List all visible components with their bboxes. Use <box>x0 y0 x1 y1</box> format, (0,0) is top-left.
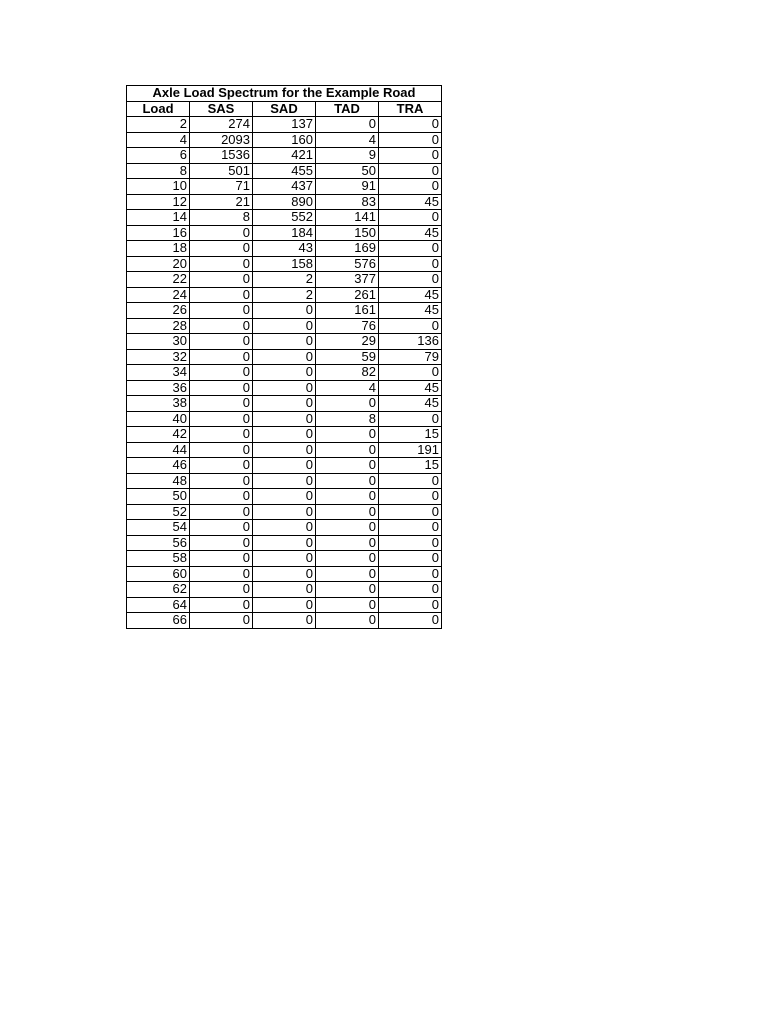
table-cell: 50 <box>316 163 379 179</box>
table-row <box>127 349 442 365</box>
table-cell: 150 <box>316 225 379 241</box>
table-cell: 0 <box>253 535 316 551</box>
table-cell: 0 <box>379 504 442 520</box>
table-row <box>127 442 442 458</box>
table-cell: 48 <box>127 473 190 489</box>
table-cell: 4 <box>316 132 379 148</box>
table-cell: 0 <box>190 365 253 381</box>
table-cell: 0 <box>190 566 253 582</box>
table-cell: 0 <box>253 380 316 396</box>
table-cell: 6 <box>127 148 190 164</box>
table-cell: 455 <box>253 163 316 179</box>
table-cell: 58 <box>127 551 190 567</box>
table-cell: 15 <box>379 458 442 474</box>
table-cell: 0 <box>190 504 253 520</box>
table-cell: 0 <box>190 318 253 334</box>
table-cell: 91 <box>316 179 379 195</box>
table-row <box>127 411 442 427</box>
table-row <box>127 427 442 443</box>
table-cell: 18 <box>127 241 190 257</box>
table-cell: 0 <box>379 318 442 334</box>
table-cell: 552 <box>253 210 316 226</box>
table-cell: 0 <box>379 132 442 148</box>
table-row <box>127 551 442 567</box>
table-row <box>127 272 442 288</box>
table-cell: 0 <box>379 473 442 489</box>
table-cell: 0 <box>253 318 316 334</box>
table-cell: 42 <box>127 427 190 443</box>
table-cell: 158 <box>253 256 316 272</box>
table-cell: 0 <box>190 411 253 427</box>
table-cell: 0 <box>190 396 253 412</box>
table-cell: 0 <box>253 551 316 567</box>
table-cell: 0 <box>190 551 253 567</box>
table-cell: 0 <box>190 303 253 319</box>
table-row <box>127 117 442 133</box>
table-cell: 0 <box>379 566 442 582</box>
table-cell: 71 <box>190 179 253 195</box>
table-row <box>127 132 442 148</box>
table-row <box>127 597 442 613</box>
table-row <box>127 303 442 319</box>
table-cell: 0 <box>190 349 253 365</box>
table-cell: 0 <box>316 396 379 412</box>
table-cell: 0 <box>190 458 253 474</box>
table-cell: 576 <box>316 256 379 272</box>
table-cell: 0 <box>316 504 379 520</box>
table-cell: 0 <box>379 520 442 536</box>
table-row <box>127 179 442 195</box>
table-cell: 0 <box>379 241 442 257</box>
table-cell: 501 <box>190 163 253 179</box>
table-cell: 0 <box>379 163 442 179</box>
table-row <box>127 566 442 582</box>
table-cell: 0 <box>253 582 316 598</box>
column-header-sas: SAS <box>190 101 253 117</box>
table-cell: 8 <box>316 411 379 427</box>
table-cell: 21 <box>190 194 253 210</box>
table-cell: 59 <box>316 349 379 365</box>
table-cell: 0 <box>379 210 442 226</box>
table-cell: 0 <box>253 427 316 443</box>
table-row <box>127 473 442 489</box>
table-cell: 2093 <box>190 132 253 148</box>
table-row <box>127 582 442 598</box>
table-cell: 0 <box>379 411 442 427</box>
table-cell: 0 <box>190 334 253 350</box>
table-cell: 66 <box>127 613 190 629</box>
table-cell: 141 <box>316 210 379 226</box>
table-cell: 2 <box>253 272 316 288</box>
table-title-row <box>127 86 442 102</box>
table-cell: 0 <box>253 520 316 536</box>
table-cell: 0 <box>316 473 379 489</box>
table-row <box>127 458 442 474</box>
table-cell: 0 <box>379 551 442 567</box>
table-row <box>127 318 442 334</box>
table-cell: 46 <box>127 458 190 474</box>
table-cell: 421 <box>253 148 316 164</box>
table-cell: 0 <box>253 504 316 520</box>
table-cell: 82 <box>316 365 379 381</box>
table-cell: 0 <box>379 117 442 133</box>
table-cell: 0 <box>253 613 316 629</box>
table-cell: 45 <box>379 396 442 412</box>
table-row <box>127 520 442 536</box>
table-cell: 274 <box>190 117 253 133</box>
table-cell: 0 <box>316 458 379 474</box>
table-row <box>127 613 442 629</box>
table-title: Axle Load Spectrum for the Example Road <box>127 86 442 102</box>
table-cell: 45 <box>379 225 442 241</box>
table-cell: 34 <box>127 365 190 381</box>
table-cell: 0 <box>190 597 253 613</box>
table-row <box>127 194 442 210</box>
table-cell: 0 <box>253 597 316 613</box>
table-cell: 40 <box>127 411 190 427</box>
table-row <box>127 334 442 350</box>
table-cell: 0 <box>253 411 316 427</box>
table-cell: 20 <box>127 256 190 272</box>
table-cell: 2 <box>253 287 316 303</box>
table-cell: 0 <box>379 179 442 195</box>
table-cell: 9 <box>316 148 379 164</box>
table-cell: 50 <box>127 489 190 505</box>
table-row <box>127 225 442 241</box>
table-cell: 45 <box>379 194 442 210</box>
table-cell: 10 <box>127 179 190 195</box>
table-cell: 0 <box>379 535 442 551</box>
table-row <box>127 241 442 257</box>
table-cell: 62 <box>127 582 190 598</box>
table-cell: 8 <box>127 163 190 179</box>
table-cell: 0 <box>379 489 442 505</box>
table-cell: 16 <box>127 225 190 241</box>
table-cell: 2 <box>127 117 190 133</box>
table-cell: 0 <box>190 582 253 598</box>
table-cell: 0 <box>379 148 442 164</box>
table-cell: 32 <box>127 349 190 365</box>
table-cell: 0 <box>190 380 253 396</box>
table-cell: 0 <box>190 272 253 288</box>
table-cell: 0 <box>190 256 253 272</box>
table-cell: 0 <box>379 582 442 598</box>
table-cell: 0 <box>190 489 253 505</box>
table-cell: 136 <box>379 334 442 350</box>
table-cell: 0 <box>190 427 253 443</box>
table-cell: 0 <box>316 427 379 443</box>
table-cell: 0 <box>190 520 253 536</box>
table-cell: 437 <box>253 179 316 195</box>
table-row <box>127 504 442 520</box>
table-cell: 0 <box>190 473 253 489</box>
table-header-row <box>127 101 442 117</box>
table-body <box>127 117 442 629</box>
table-cell: 0 <box>316 117 379 133</box>
table-cell: 0 <box>316 551 379 567</box>
table-cell: 0 <box>190 225 253 241</box>
table-row <box>127 396 442 412</box>
table-row <box>127 210 442 226</box>
table-cell: 76 <box>316 318 379 334</box>
table-cell: 38 <box>127 396 190 412</box>
table-cell: 0 <box>190 287 253 303</box>
table-cell: 0 <box>253 566 316 582</box>
table-cell: 4 <box>127 132 190 148</box>
table-cell: 29 <box>316 334 379 350</box>
table-cell: 0 <box>253 334 316 350</box>
column-header-load: Load <box>127 101 190 117</box>
table-cell: 56 <box>127 535 190 551</box>
table-cell: 12 <box>127 194 190 210</box>
column-header-tad: TAD <box>316 101 379 117</box>
table-cell: 160 <box>253 132 316 148</box>
table-cell: 0 <box>253 489 316 505</box>
table-cell: 169 <box>316 241 379 257</box>
table-cell: 184 <box>253 225 316 241</box>
table-cell: 44 <box>127 442 190 458</box>
table-cell: 0 <box>190 241 253 257</box>
table-cell: 0 <box>316 520 379 536</box>
table-cell: 22 <box>127 272 190 288</box>
table-cell: 0 <box>316 613 379 629</box>
table-cell: 0 <box>253 442 316 458</box>
table-cell: 0 <box>253 303 316 319</box>
table-row <box>127 380 442 396</box>
table-cell: 0 <box>379 272 442 288</box>
table-cell: 45 <box>379 380 442 396</box>
table-cell: 0 <box>379 256 442 272</box>
table-cell: 137 <box>253 117 316 133</box>
table-cell: 0 <box>253 365 316 381</box>
table-cell: 26 <box>127 303 190 319</box>
table-cell: 24 <box>127 287 190 303</box>
table-row <box>127 489 442 505</box>
table-cell: 0 <box>316 489 379 505</box>
table-cell: 161 <box>316 303 379 319</box>
table-cell: 15 <box>379 427 442 443</box>
table-cell: 83 <box>316 194 379 210</box>
table-row <box>127 535 442 551</box>
table-cell: 0 <box>190 535 253 551</box>
table-cell: 54 <box>127 520 190 536</box>
table-cell: 0 <box>379 613 442 629</box>
table-cell: 30 <box>127 334 190 350</box>
table-cell: 45 <box>379 303 442 319</box>
table-cell: 52 <box>127 504 190 520</box>
table-cell: 43 <box>253 241 316 257</box>
table-cell: 261 <box>316 287 379 303</box>
axle-load-spectrum-table <box>126 85 442 629</box>
table-cell: 28 <box>127 318 190 334</box>
table-cell: 0 <box>316 597 379 613</box>
column-header-sad: SAD <box>253 101 316 117</box>
table-cell: 0 <box>190 442 253 458</box>
table-row <box>127 365 442 381</box>
table-cell: 0 <box>316 535 379 551</box>
table-cell: 0 <box>316 442 379 458</box>
table-row <box>127 148 442 164</box>
table-cell: 890 <box>253 194 316 210</box>
table-cell: 377 <box>316 272 379 288</box>
table-cell: 0 <box>253 396 316 412</box>
table-cell: 36 <box>127 380 190 396</box>
table-cell: 191 <box>379 442 442 458</box>
table-cell: 0 <box>253 473 316 489</box>
table-cell: 4 <box>316 380 379 396</box>
table-cell: 0 <box>190 613 253 629</box>
table-row <box>127 287 442 303</box>
table-cell: 0 <box>379 365 442 381</box>
table-cell: 0 <box>379 597 442 613</box>
table-cell: 8 <box>190 210 253 226</box>
table-cell: 0 <box>316 566 379 582</box>
table-row <box>127 256 442 272</box>
table-cell: 79 <box>379 349 442 365</box>
column-header-tra: TRA <box>379 101 442 117</box>
table-cell: 64 <box>127 597 190 613</box>
table-cell: 0 <box>253 458 316 474</box>
table-row <box>127 163 442 179</box>
table-cell: 14 <box>127 210 190 226</box>
table-cell: 0 <box>253 349 316 365</box>
table-cell: 60 <box>127 566 190 582</box>
table-cell: 45 <box>379 287 442 303</box>
table-cell: 0 <box>316 582 379 598</box>
table-cell: 1536 <box>190 148 253 164</box>
